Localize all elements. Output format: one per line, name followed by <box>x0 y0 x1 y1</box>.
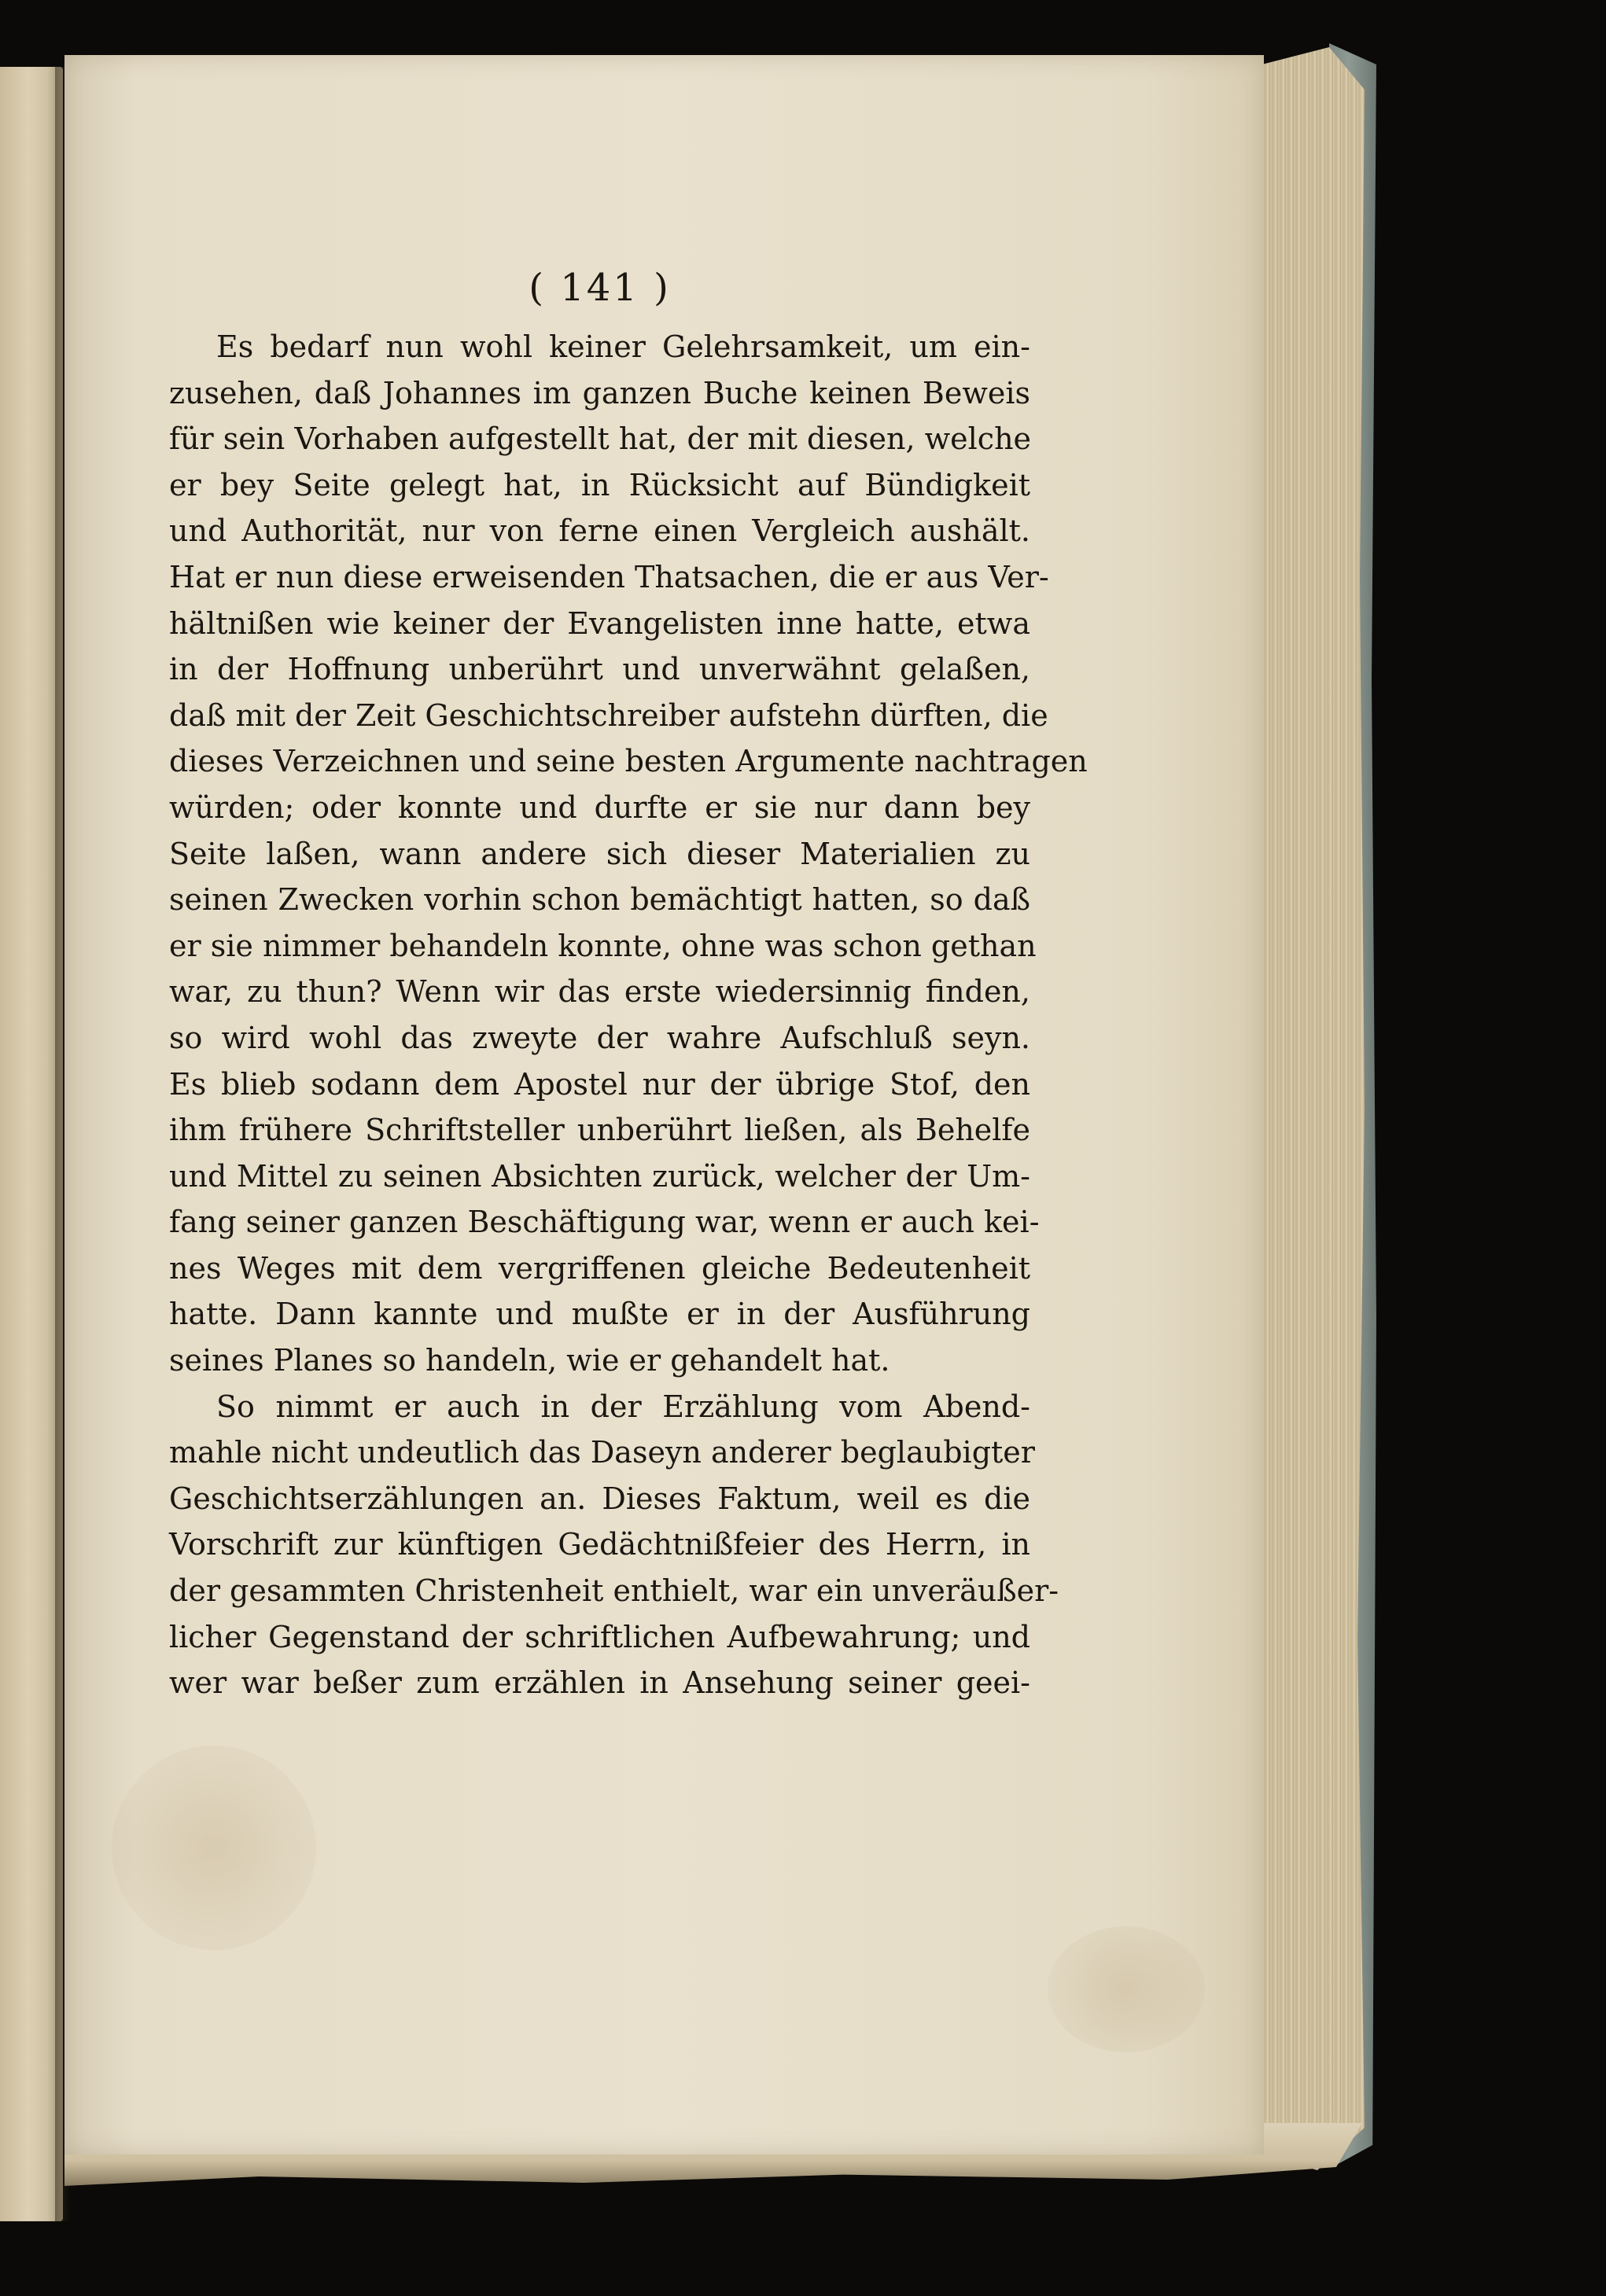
page-stack-edge <box>1247 47 1365 2170</box>
text-line: und Authorität, nur von ferne einen Vergleich aushält. <box>169 513 1030 549</box>
text-line: war, zu thun? Wenn wir das erste wiedersinnig finden, <box>169 974 1030 1010</box>
page-number: ( 141 ) <box>529 266 671 310</box>
text-line: Seite laßen, wann andere sich dieser Materialien zu <box>169 836 1030 871</box>
text-line: wer war beßer zum erzählen in Ansehung seiner geei- <box>169 1665 1030 1701</box>
text-line: Vorschrift zur künftigen Gedächtnißfeier des Herrn, in <box>169 1527 1030 1562</box>
text-line: mahle nicht undeutlich das Daseyn anderer beglaubigter <box>169 1435 1035 1470</box>
paper-stain <box>1048 1926 1205 2052</box>
text-line: Hat er nun diese erweisenden Thatsachen, die er aus Ver- <box>169 559 1049 594</box>
text-line: Es bedarf nun wohl keiner Gelehrsamkeit, um ein- <box>216 329 1030 364</box>
text-line: zusehen, daß Johannes im ganzen Buche keinen Beweis <box>169 375 1030 410</box>
text-line: So nimmt er auch in der Erzählung vom Abend- <box>216 1389 1030 1424</box>
facing-page-edge <box>0 67 63 2221</box>
text-line: der gesammten Christenheit enthielt, war ein unveräußer- <box>169 1573 1059 1609</box>
text-line: in der Hoffnung unberührt und unverwähnt gelaßen, <box>169 652 1030 687</box>
text-line: so wird wohl das zweyte der wahre Aufschluß seyn. <box>169 1020 1030 1055</box>
text-line: ihm frühere Schriftsteller unberührt ließen, als Behelfe <box>169 1113 1030 1148</box>
text-line: er sie nimmer behandeln konnte, ohne was schon gethan <box>169 928 1037 963</box>
text-line: nes Weges mit dem vergriffenen gleiche Bedeutenheit <box>169 1250 1030 1286</box>
text-line: fang seiner ganzen Beschäftigung war, wenn er auch kei- <box>169 1205 1040 1240</box>
paper-stain <box>112 1746 316 1950</box>
page-text <box>169 266 1088 1706</box>
text-line: seinen Zwecken vorhin schon bemächtigt hatten, so daß <box>169 882 1030 918</box>
text-line: Geschichtserzählungen an. Dieses Faktum, weil es die <box>169 1481 1030 1516</box>
text-line: seines Planes so handeln, wie er gehandelt hat. <box>169 1343 890 1378</box>
text-line: hatte. Dann kannte und mußte er in der Ausführung <box>169 1297 1030 1332</box>
text-line: hältnißen wie keiner der Evangelisten inne hatte, etwa <box>169 605 1030 641</box>
text-line: daß mit der Zeit Geschichtschreiber aufstehn dürften, die <box>169 697 1048 733</box>
text-line: würden; oder konnte und durfte er sie nur dann bey <box>169 789 1030 825</box>
text-line: Es blieb sodann dem Apostel nur der übrige Stof, den <box>169 1066 1030 1102</box>
text-line: licher Gegenstand der schriftlichen Aufbewahrung; und <box>169 1619 1030 1654</box>
text-line: dieses Verzeichnen und seine besten Argumente nachtragen <box>169 744 1088 779</box>
text-line: er bey Seite gelegt hat, in Rücksicht auf Bündigkeit <box>169 467 1030 502</box>
text-line: und Mittel zu seinen Absichten zurück, welcher der Um- <box>169 1158 1030 1194</box>
text-line: für sein Vorhaben aufgestellt hat, der mit diesen, welche <box>169 421 1032 457</box>
